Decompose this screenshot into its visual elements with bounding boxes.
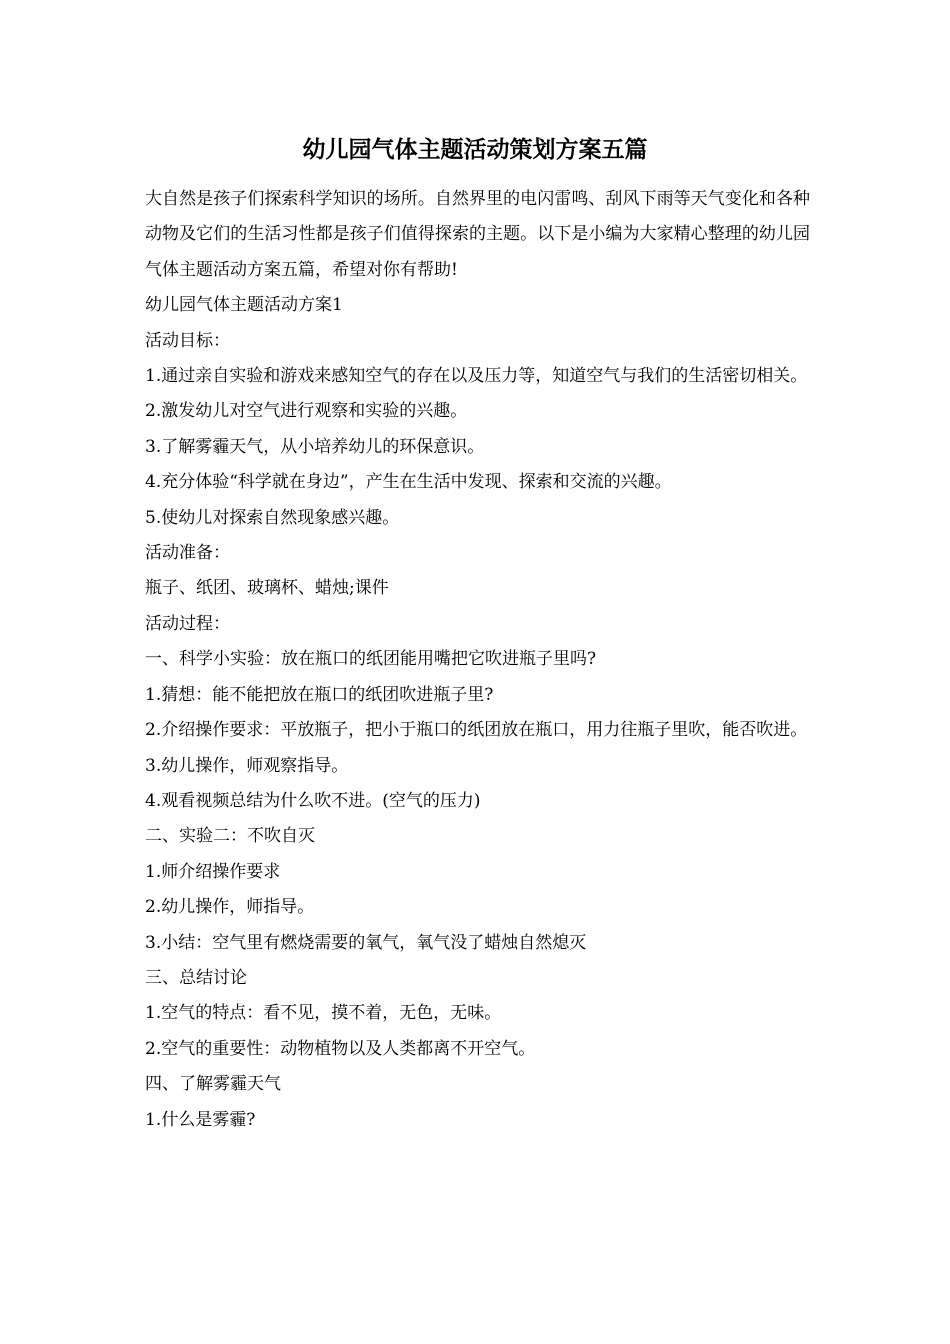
preparation-materials: 瓶子、纸团、玻璃杯、蜡烛;课件 bbox=[145, 578, 389, 599]
document-body bbox=[145, 182, 810, 1138]
goal-item: 1.通过亲自实验和游戏来感知空气的存在以及压力等，知道空气与我们的生活密切相关。 bbox=[145, 366, 808, 387]
process-step-heading: 一、科学小实验：放在瓶口的纸团能用嘴把它吹进瓶子里吗? bbox=[145, 649, 597, 670]
process-substep: 3.小结：空气里有燃烧需要的氧气，氧气没了蜡烛自然熄灭 bbox=[145, 932, 587, 953]
process-substep: 1.师介绍操作要求 bbox=[145, 861, 281, 882]
document-title: 幼儿园气体主题活动策划方案五篇 bbox=[302, 136, 648, 163]
heading-activity-goals: 活动目标： bbox=[145, 330, 230, 351]
goal-item: 2.激发幼儿对空气进行观察和实验的兴趣。 bbox=[145, 401, 468, 422]
process-step-heading: 三、总结讨论 bbox=[145, 967, 247, 988]
goal-item: 3.了解雾霾天气，从小培养幼儿的环保意识。 bbox=[145, 436, 485, 457]
goal-item: 5.使幼儿对探索自然现象感兴趣。 bbox=[145, 507, 400, 528]
process-step-heading: 四、了解雾霾天气 bbox=[145, 1074, 281, 1095]
section-heading-plan-1: 幼儿园气体主题活动方案1 bbox=[145, 295, 343, 316]
process-substep: 4.观看视频总结为什么吹不进。(空气的压力) bbox=[145, 790, 481, 811]
intro-paragraph: 大自然是孩子们探索科学知识的场所。自然界里的电闪雷鸣、刮风下雨等天气变化和各种动物及它们的生活习性都是孩子们值得探索的主题。以下是小编为大家精心整理的幼儿园气体主题活动方案五篇，希望对你有帮助! bbox=[145, 189, 810, 280]
process-substep: 1.什么是雾霾? bbox=[145, 1109, 256, 1130]
process-step-heading: 二、实验二：不吹自灭 bbox=[145, 826, 315, 847]
process-substep: 2.空气的重要性：动物植物以及人类都离不开空气。 bbox=[145, 1038, 536, 1059]
process-substep: 1.空气的特点：看不见，摸不着，无色，无味。 bbox=[145, 1003, 502, 1024]
process-substep: 2.幼儿操作，师指导。 bbox=[145, 897, 315, 918]
heading-activity-process: 活动过程： bbox=[145, 613, 230, 634]
goal-item: 4.充分体验“科学就在身边”，产生在生活中发现、探索和交流的兴趣。 bbox=[145, 472, 672, 493]
process-substep: 1.猜想：能不能把放在瓶口的纸团吹进瓶子里? bbox=[145, 684, 494, 705]
process-substep: 2.介绍操作要求：平放瓶子，把小于瓶口的纸团放在瓶口，用力往瓶子里吹，能否吹进。 bbox=[145, 720, 808, 741]
heading-activity-preparation: 活动准备： bbox=[145, 543, 230, 564]
process-substep: 3.幼儿操作，师观察指导。 bbox=[145, 755, 349, 776]
